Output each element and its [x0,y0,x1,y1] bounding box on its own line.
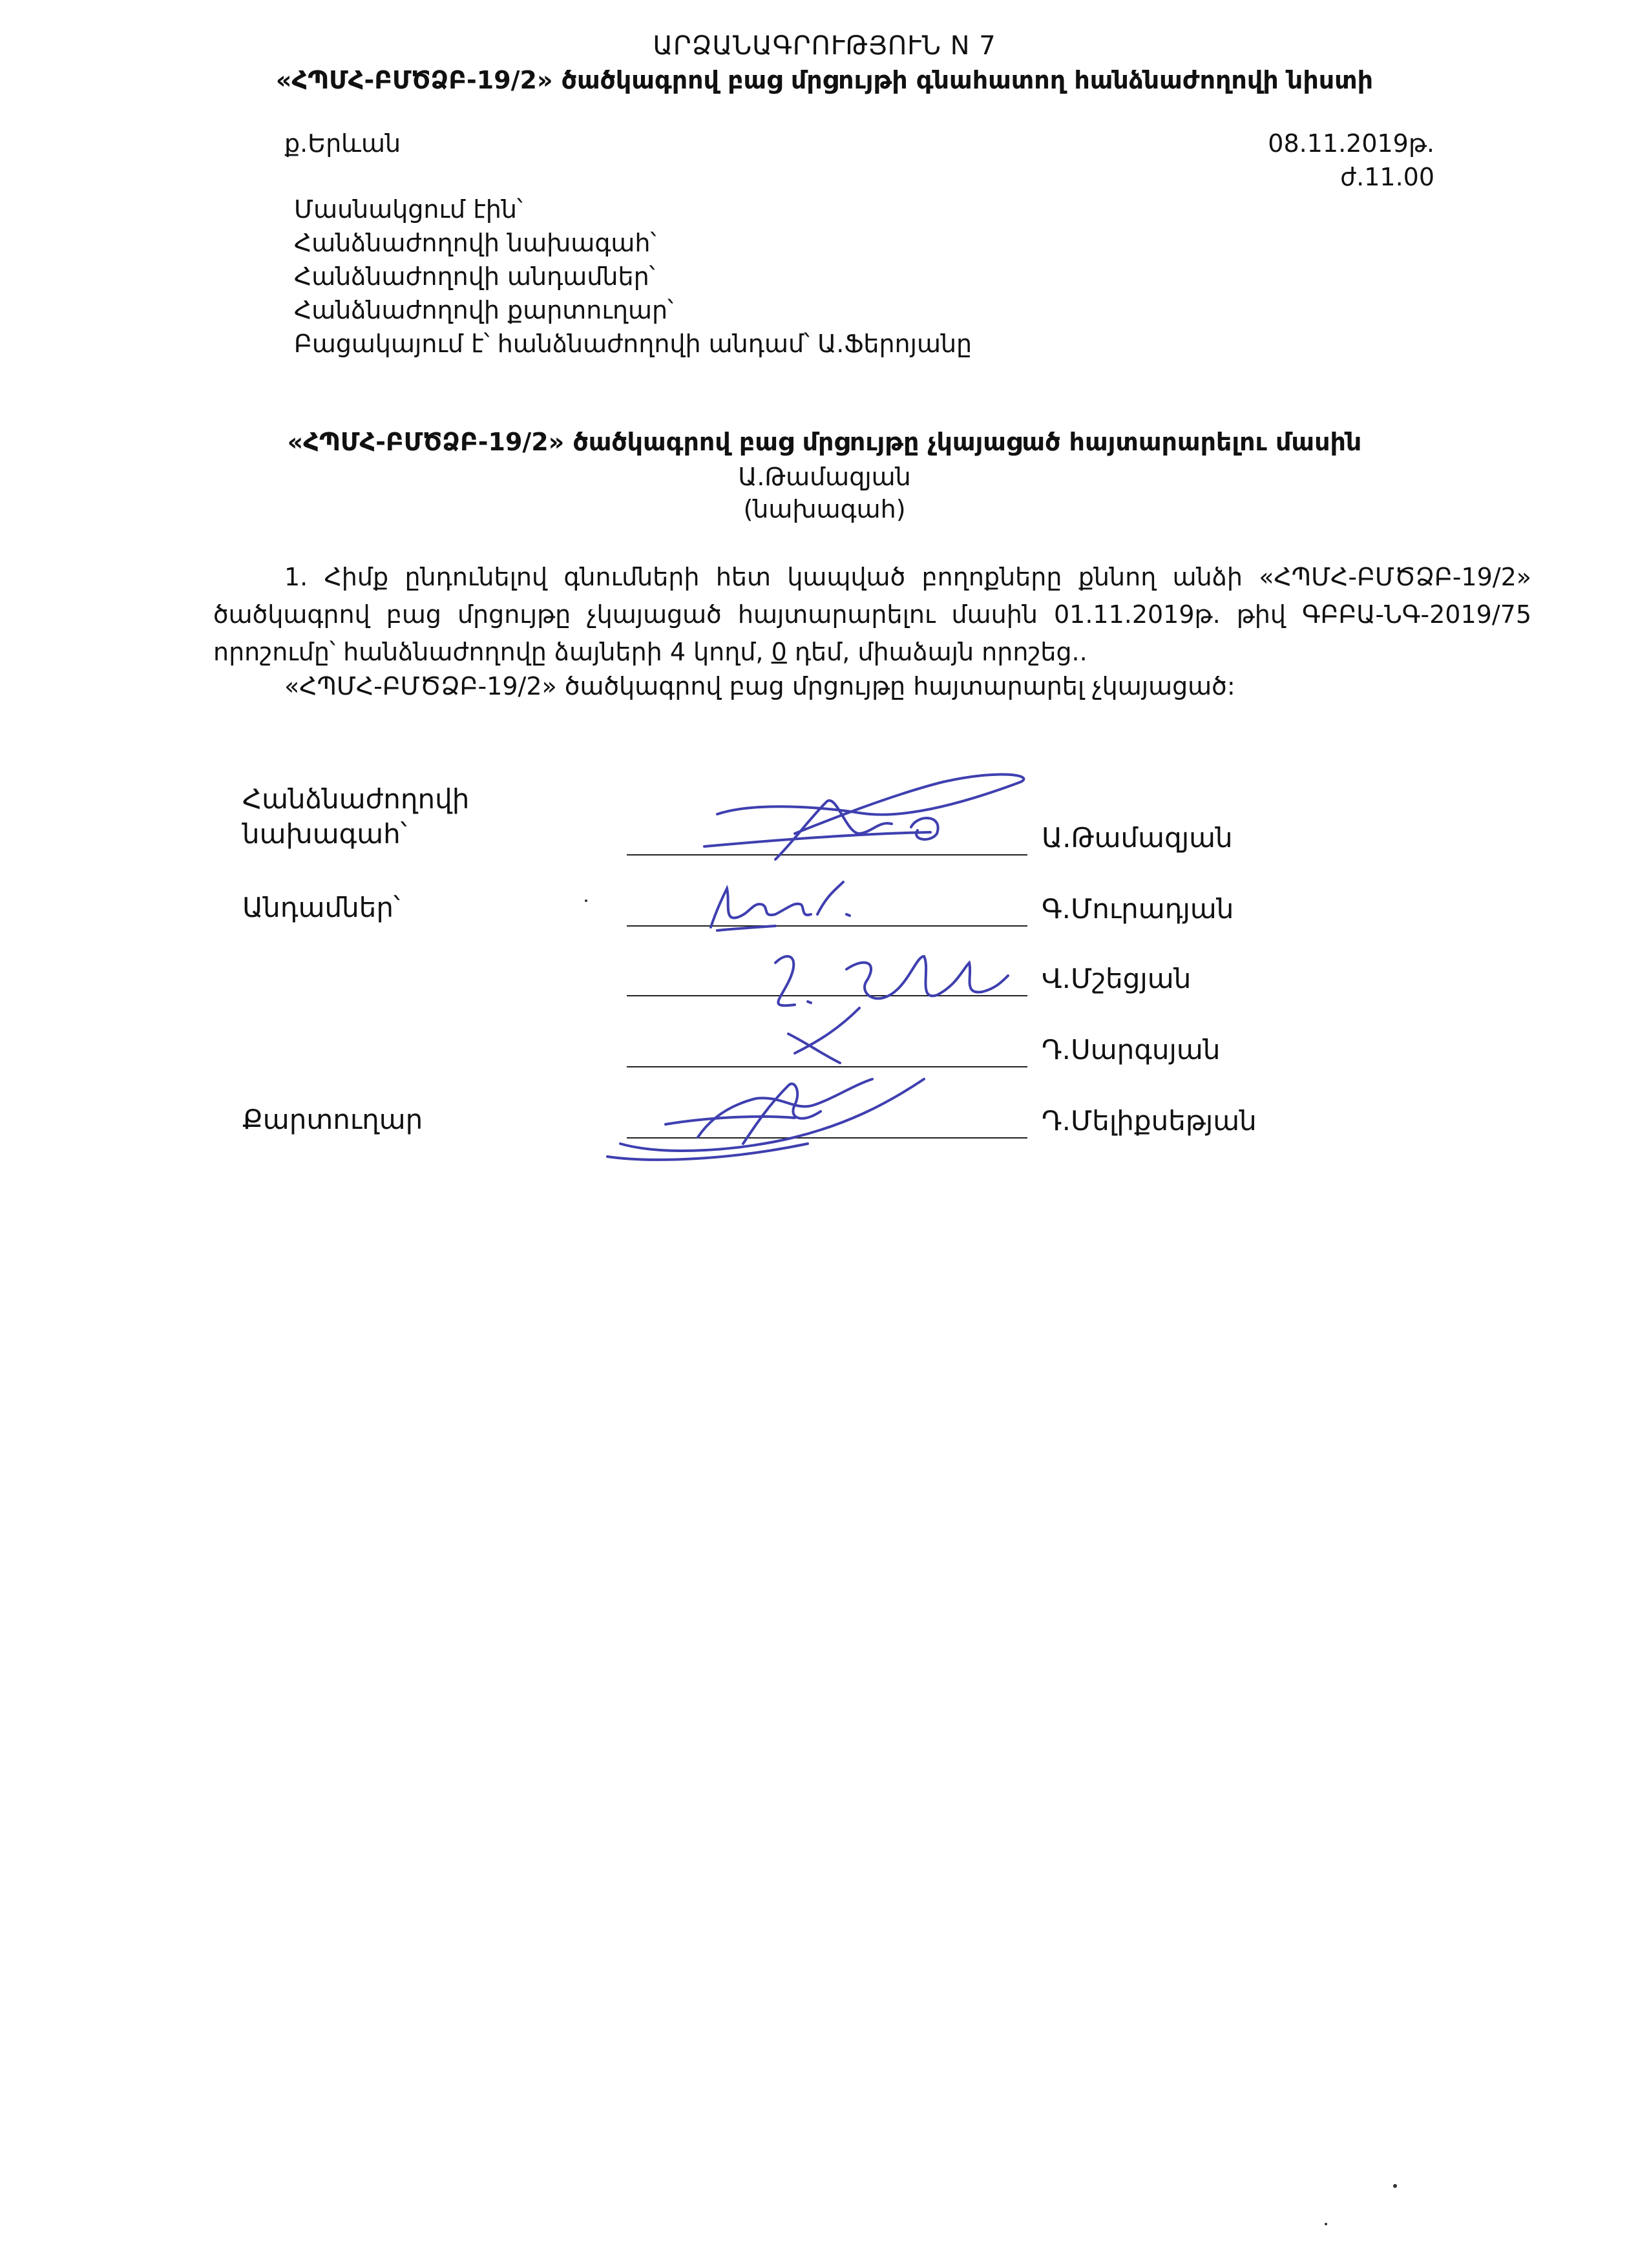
secretary-name: Դ.Մելիքսեթյան [1042,1105,1257,1137]
time: ժ.11.00 [1340,163,1434,191]
chair-label-line2: նախագահ՝ [242,818,407,850]
scan-speck [585,899,587,902]
members-label: Անդամներ՝ [242,892,401,923]
secretary-label: Քարտուղար [242,1104,423,1135]
speaker-role: (նախագահ) [743,495,906,523]
chair-signature [698,762,1034,879]
resolution-text-start: 1. Հիմք ընդունելով գնումների հետ կապված բողոքները քննող անձի «ՀՊՄՀ-ԲՄԾՁԲ-19/2» ծածկագրով բաց մրցույթը չկայացած հայտարարելու մասին 01.11.2019թ. թիվ ԳԲԲԱ-ՆԳ-2019/75 որոշումը՝ հանձնաժողովը ձայների 4 կողմ, [213,563,1531,666]
attendance-members: Հանձնաժողովի անդամներ՝ [294,262,655,291]
attendance-chair: Հանձնաժողովի նախագահ՝ [294,229,656,257]
chair-label-line1: Հանձնաժողովի [242,783,470,815]
attendance-absent: Բացակայում է՝ հանձնաժողովի անդամ՝ Ա.Ֆերոյանը [294,330,972,358]
agenda-subject: «ՀՊՄՀ-ԲՄԾՁԲ-19/2» ծածկագրով բաց մրցույթը չկայացած հայտարարելու մասին [287,428,1362,456]
date: 08.11.2019թ. [1268,129,1434,158]
member2-name: Վ.Մշեցյան [1042,963,1192,994]
secretary-signature [601,1066,937,1170]
city: ք.Երևան [284,129,401,158]
member3-name: Դ.Սարգսյան [1042,1034,1221,1066]
attendance-heading: Մասնակցում էին՝ [294,195,523,224]
chair-name: Ա.Թամազյան [1042,822,1233,854]
speaker-name: Ա.Թամազյան [738,463,911,491]
document-subtitle: «ՀՊՄՀ-ԲՄԾՁԲ-19/2» ծածկագրով բաց մրցույթի գնահատող հանձնաժողովի նիստի [275,66,1374,94]
member1-signature [698,869,866,940]
scan-speck [1325,2223,1327,2225]
votes-against: 0 [771,638,787,666]
member2-signature [750,930,1021,1066]
member1-name: Գ.Մուրադյան [1042,893,1234,925]
decision-text: «ՀՊՄՀ-ԲՄԾՁԲ-19/2» ծածկագրով բաց մրցույթը հայտարարել չկայացած: [284,672,1235,700]
document-title: ԱՐՁԱՆԱԳՐՈՒԹՅՈՒՆ N 7 [653,31,996,61]
resolution-text-end: դեմ, միաձայն որոշեց.. [786,638,1087,666]
attendance-secretary: Հանձնաժողովի քարտուղար՝ [294,296,674,324]
scan-speck [1393,2184,1397,2188]
resolution-paragraph [213,558,1531,671]
